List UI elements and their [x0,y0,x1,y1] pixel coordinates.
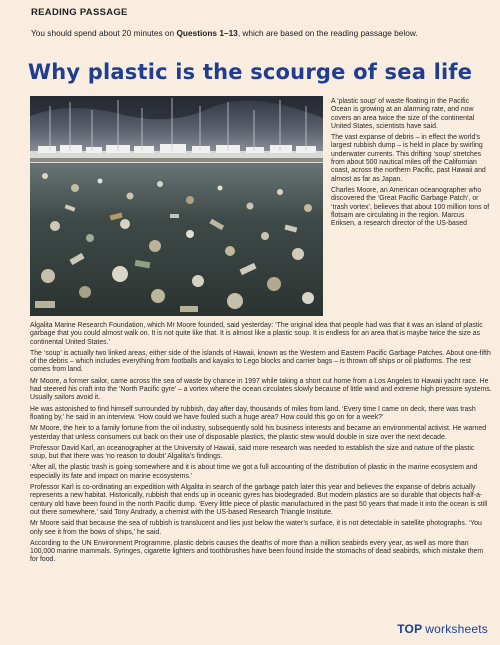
paragraph: Professor David Karl, an oceanographer at the University of Hawaii, said more research was needed to establish the size and nature of the plastic soup, but that there was ‘no reason to doubt’ Algalita’s findings. [30,444,475,461]
instruction-text [31,28,491,38]
full-width-text [30,322,492,568]
brand-logo [397,622,488,636]
instruction-questions: Questions 1–13 [176,28,238,38]
paragraph: The ‘soup’ is actually two linked areas, either side of the islands of Hawaii, known as the Western and Eastern Pacific Garbage Patches. About one-fifth of the debris – which includes everything from footballs and kayaks to Lego blocks and carrier bags – is thrown off ships or oil platforms. The rest comes from land. [30,349,491,374]
brand-worksheets: worksheets [425,622,488,636]
paragraph: Mr Moore, a former sailor, came across the sea of waste by chance in 1997 while taking a short cut home from a Los Angeles to Hawaii yacht race. He had steered his craft into the ‘North Pacific gyre’ – a vortex where the ocean circulates slowly because of little wind and extreme high pressure systems. Usually sailors avoid it. [30,377,492,402]
paragraph: ‘After all, the plastic trash is going somewhere and it is about time we got a full accounting of the distribution of plastic in the marine ecosystem and especially its fate and impact on marine ecosystems.’ [30,464,478,480]
paragraph: Mr Moore said that because the sea of rubbish is translucent and lies just below the water’s surface, it is not detectable in satellite photographs. ‘You only see it from the bows of ships,’ he said. [30,520,482,536]
paragraph: Charles Moore, an American oceanographer who discovered the ‘Great Pacific Garbage Patch’, or ‘trash vortex’, believes that about 100 million tons of flotsam are circulating in the region. Marcus Eriksen, a research director of the US-based [331,186,490,228]
paragraph: Mr Moore, the heir to a family fortune from the oil industry, subsequently sold his business interests and became an environmental activist. He warned yesterday that unless consumers cut back on their use of disposable plastics, the plastic stew would double in size over the next decade. [30,425,487,441]
paragraph: Professor Karl is co-ordinating an expedition with Algalita in search of the garbage patch later this year and believes the expanse of debris actually represents a new habitat. Historically, rubbish that ends up in oceanic gyres has biodegraded. But modern plastics are so durable that objects half-a-century old have been found in the north Pacific dump. ‘Every little piece of plastic manufactured in the past 50 years that made it into the ocean is still out there somewhere,’ said Tony Andrady, a chemist with the US-based Research Triangle Institute. [30,484,488,516]
paragraph: A ‘plastic soup’ of waste floating in the Pacific Ocean is growing at an alarming rate, and now covers an area twice the size of the continental United States, scientists have said. [331,98,475,130]
instruction-before: You should spend about 20 minutes on [31,28,177,38]
paragraph: Algalita Marine Research Foundation, which Mr Moore founded, said yesterday: ‘The original idea that people had was that it was an island of plastic garbage that you could almost walk on. It is not quite like that. It is almost like a plastic soup. It is endless for an area that is maybe twice the size as continental United States.’ [30,322,483,346]
paragraph: The vast expanse of debris – in effect the world’s largest rubbish dump – is held in place by swirling underwater currents. This drifting ‘soup’ stretches from about 500 nautical miles off the Californian coast, across the northern Pacific, past Hawaii and almost as far as Japan. [331,134,486,183]
paragraph: He was astonished to find himself surrounded by rubbish, day after day, thousands of miles from land. ‘Every time I came on deck, there was trash floating by,’ he said in an interview. ‘How could we have fouled such a huge area? How could this go on for a week?’ [30,405,476,421]
section-title: READING PASSAGE [31,7,128,18]
article-headline: Why plastic is the scourge of sea life [27,60,473,84]
right-column-text [331,98,491,231]
article-photo [30,96,323,316]
paragraph: According to the UN Environment Programme, plastic debris causes the deaths of more than a million seabirds every year, as well as more than 100,000 marine mammals. Syringes, cigarette lighters and toothbrushes have been found inside the stomachs of dead seabirds, which mistake them for food. [30,539,484,564]
instruction-after: , which are based on the reading passage below. [237,28,418,38]
brand-top: TOP [397,622,423,636]
